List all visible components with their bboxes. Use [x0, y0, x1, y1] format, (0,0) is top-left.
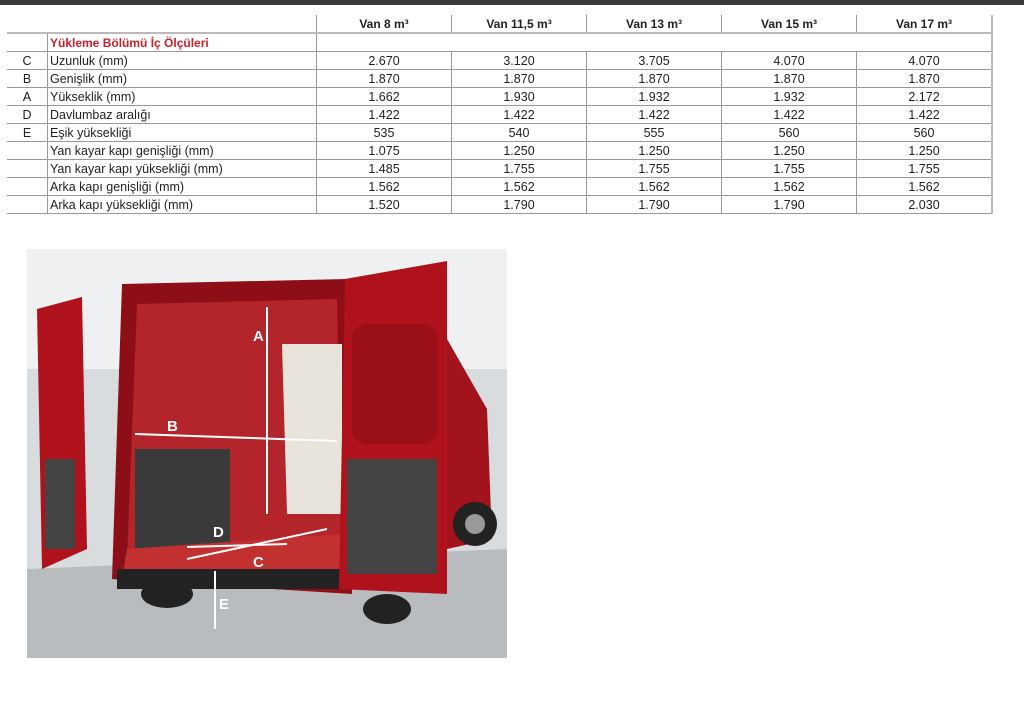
column-header: Van 11,5 m³: [452, 15, 587, 33]
table-cell: 2.030: [857, 196, 993, 214]
table-cell: 3.705: [587, 52, 722, 70]
row-label: Genişlik (mm): [48, 70, 317, 88]
table-cell: 1.422: [317, 106, 452, 124]
table-cell: 535: [317, 124, 452, 142]
table-cell: 1.485: [317, 160, 452, 178]
table-cell: 1.422: [722, 106, 857, 124]
van-cargo-photo: [27, 249, 507, 658]
table-cell: 1.870: [857, 70, 993, 88]
row-label: Yan kayar kapı genişliği (mm): [48, 142, 317, 160]
row-code: [7, 178, 48, 196]
table-row: [7, 52, 992, 70]
table-cell: 1.790: [452, 196, 587, 214]
table-row: [7, 124, 992, 142]
column-header: Van 15 m³: [722, 15, 857, 33]
row-code: C: [7, 52, 48, 70]
label-b: B: [167, 418, 178, 435]
table-cell: 3.120: [452, 52, 587, 70]
table-cell: 1.755: [452, 160, 587, 178]
table-row: [7, 106, 992, 124]
table-cell: 1.562: [857, 178, 993, 196]
row-code: [7, 142, 48, 160]
table-row: [7, 142, 992, 160]
table-header-row: [7, 15, 992, 33]
table-cell: 1.870: [317, 70, 452, 88]
table-cell: 1.562: [317, 178, 452, 196]
row-code: [7, 160, 48, 178]
table-cell: 2.670: [317, 52, 452, 70]
table-cell: 1.870: [452, 70, 587, 88]
table-cell: 1.075: [317, 142, 452, 160]
table-cell: 560: [857, 124, 993, 142]
row-code: D: [7, 106, 48, 124]
label-e: E: [219, 596, 230, 613]
table-cell: 1.562: [587, 178, 722, 196]
row-label: Arka kapı yüksekliği (mm): [48, 196, 317, 214]
label-c: C: [253, 554, 264, 571]
table-cell: 1.422: [857, 106, 993, 124]
row-label: Eşik yüksekliği: [48, 124, 317, 142]
table-cell: 1.790: [722, 196, 857, 214]
table-cell: 4.070: [857, 52, 993, 70]
row-label: Yükseklik (mm): [48, 88, 317, 106]
table-cell: 4.070: [722, 52, 857, 70]
column-header: Van 8 m³: [317, 15, 452, 33]
table-cell: 1.422: [587, 106, 722, 124]
table-cell: 1.932: [587, 88, 722, 106]
table-cell: 1.520: [317, 196, 452, 214]
table-cell: 1.755: [722, 160, 857, 178]
table-row: [7, 160, 992, 178]
dimensions-table: [7, 15, 993, 214]
table-row: [7, 70, 992, 88]
row-label: Arka kapı genişliği (mm): [48, 178, 317, 196]
table-cell: 1.562: [722, 178, 857, 196]
table-cell: 540: [452, 124, 587, 142]
table-cell: 1.932: [722, 88, 857, 106]
table-row: [7, 88, 992, 106]
table-cell: 1.870: [722, 70, 857, 88]
table-cell: 1.755: [587, 160, 722, 178]
top-bar: [0, 0, 1024, 5]
label-a: A: [253, 328, 264, 345]
row-code: [7, 196, 48, 214]
table-cell: 1.662: [317, 88, 452, 106]
row-label: Yan kayar kapı yüksekliği (mm): [48, 160, 317, 178]
table-cell: 1.870: [587, 70, 722, 88]
table-cell: 1.250: [587, 142, 722, 160]
row-code: E: [7, 124, 48, 142]
table-row: [7, 178, 992, 196]
section-title-row: [7, 33, 992, 52]
table-cell: 555: [587, 124, 722, 142]
table-cell: 1.790: [587, 196, 722, 214]
table-row: [7, 196, 992, 214]
table-cell: 1.755: [857, 160, 993, 178]
table-cell: 1.250: [452, 142, 587, 160]
table-cell: 1.250: [722, 142, 857, 160]
table-cell: 1.562: [452, 178, 587, 196]
table-cell: 1.930: [452, 88, 587, 106]
column-header: Van 13 m³: [587, 15, 722, 33]
row-label: Davlumbaz aralığı: [48, 106, 317, 124]
label-d: D: [213, 524, 224, 541]
column-header: Van 17 m³: [857, 15, 993, 33]
table-cell: 1.422: [452, 106, 587, 124]
section-title: Yükleme Bölümü İç Ölçüleri: [48, 33, 317, 52]
table-cell: 560: [722, 124, 857, 142]
table-cell: 2.172: [857, 88, 993, 106]
row-label: Uzunluk (mm): [48, 52, 317, 70]
row-code: A: [7, 88, 48, 106]
table-cell: 1.250: [857, 142, 993, 160]
row-code: B: [7, 70, 48, 88]
